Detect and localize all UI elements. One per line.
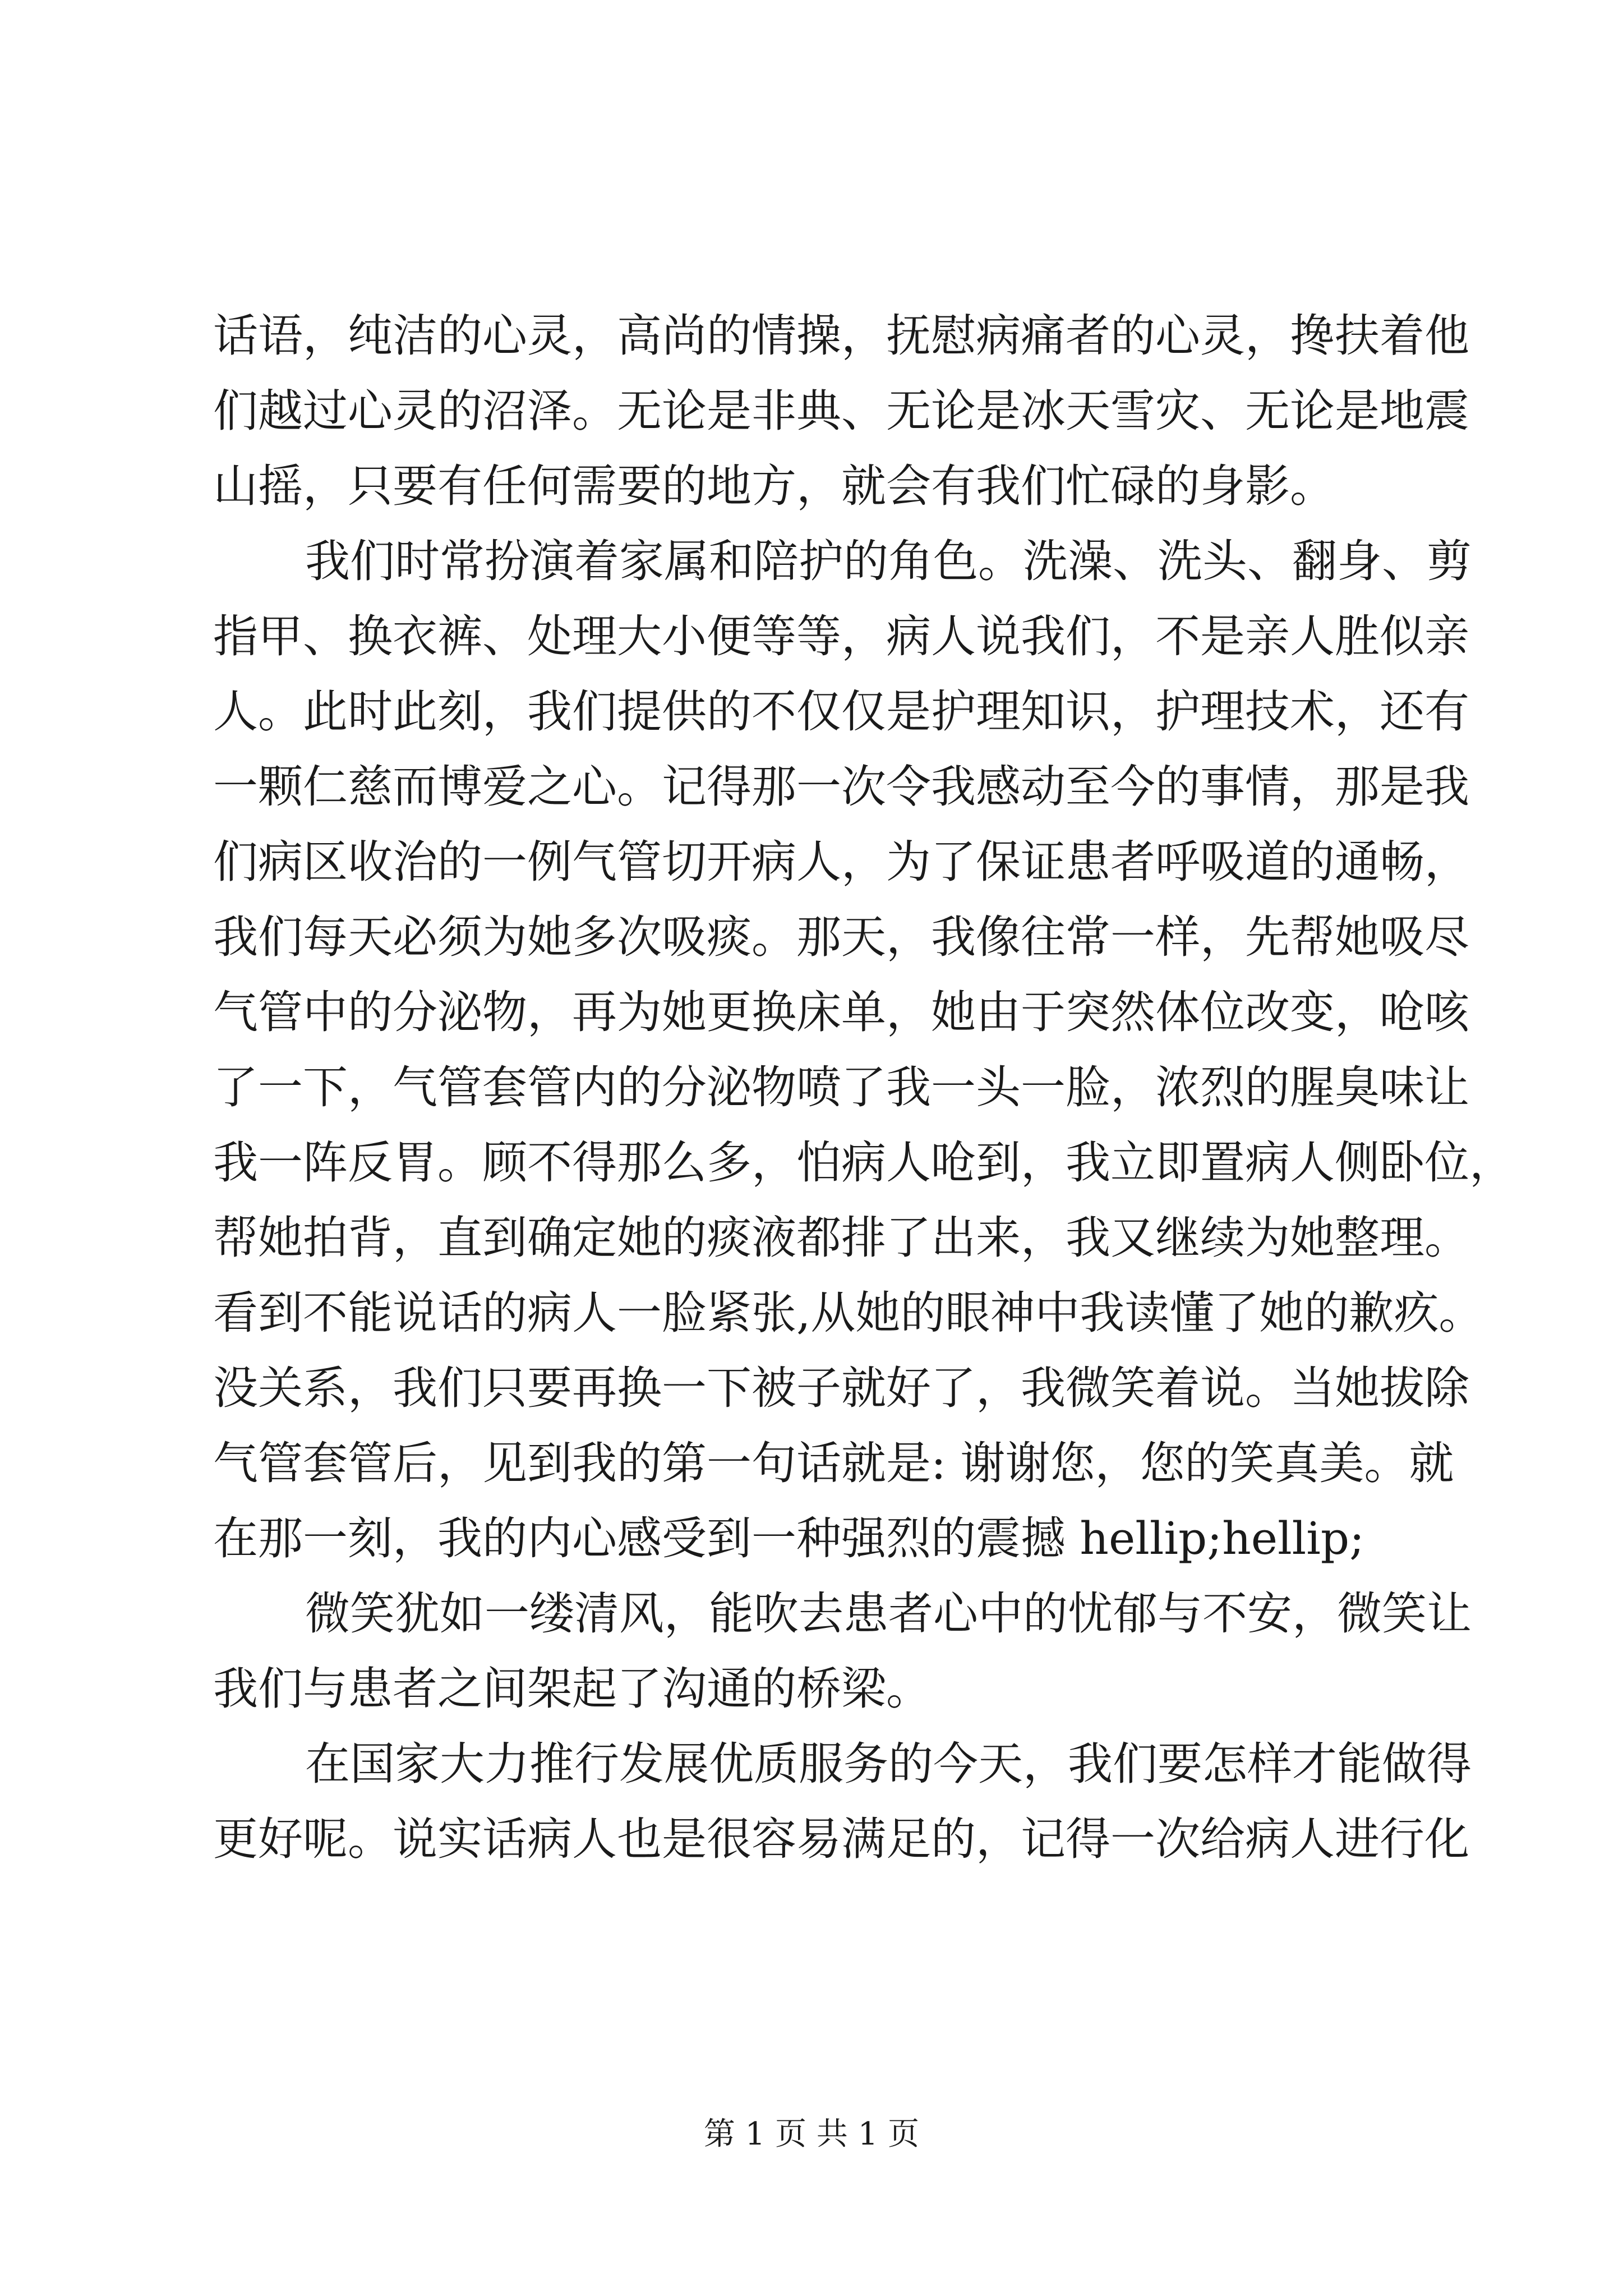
page-footer: 第 1 页 共 1 页	[703, 2116, 920, 2152]
text-line: 话语，纯洁的心灵，高尚的情操，抚慰病痛者的心灵，搀扶着他	[213, 310, 1469, 362]
text-line: 了一下，气管套管内的分泌物喷了我一头一脸，浓烈的腥臭味让	[213, 1061, 1469, 1114]
text-line: 微笑犹如一缕清风，能吹去患者心中的忧郁与不安，微笑让	[305, 1588, 1472, 1640]
text-line: 气管套管后，见到我的第一句话就是: 谢谢您，您的笑真美。就	[213, 1437, 1454, 1489]
body-text	[213, 298, 1514, 1877]
text-line: 帮她拍背，直到确定她的痰液都排了出来，我又继续为她整理。	[213, 1212, 1469, 1264]
text-line: 们病区收治的一例气管切开病人，为了保证患者呼吸道的通畅，	[213, 836, 1469, 888]
text-line: 我们与患者之间架起了沟通的桥梁。	[213, 1663, 931, 1715]
text-line: 在国家大力推行发展优质服务的今天，我们要怎样才能做得	[305, 1738, 1472, 1790]
text-line: 我一阵反胃。顾不得那么多，怕病人呛到，我立即置病人侧卧位，	[213, 1137, 1514, 1189]
text-line: 在那一刻，我的内心感受到一种强烈的震撼 hellip;hellip;	[213, 1512, 1365, 1565]
text-line: 更好呢。说实话病人也是很容易满足的，记得一次给病人进行化	[213, 1813, 1469, 1865]
text-line: 看到不能说话的病人一脸紧张,从她的眼神中我读懂了她的歉疚。	[213, 1287, 1484, 1339]
text-line: 一颗仁慈而博爱之心。记得那一次令我感动至今的事情，那是我	[213, 761, 1469, 813]
text-line: 没关系，我们只要再换一下被子就好了，我微笑着说。当她拔除	[213, 1362, 1469, 1414]
text-line: 我们每天必须为她多次吸痰。那天，我像往常一样，先帮她吸尽	[213, 911, 1469, 963]
paragraph	[213, 298, 1469, 524]
paragraph	[213, 1727, 1472, 1877]
text-line: 指甲、换衣裤、处理大小便等等，病人说我们，不是亲人胜似亲	[213, 610, 1469, 662]
text-line: 我们时常扮演着家属和陪护的角色。洗澡、洗头、翻身、剪	[305, 535, 1472, 587]
text-line: 人。此时此刻，我们提供的不仅仅是护理知识，护理技术，还有	[213, 685, 1469, 738]
paragraph	[213, 524, 1514, 1576]
paragraph	[213, 1576, 1472, 1727]
text-line: 山摇，只要有任何需要的地方，就会有我们忙碌的身影。	[213, 460, 1335, 512]
text-line: 气管中的分泌物，再为她更换床单，她由于突然体位改变，呛咳	[213, 986, 1469, 1038]
text-line: 们越过心灵的沼泽。无论是非典、无论是冰天雪灾、无论是地震	[213, 385, 1469, 437]
